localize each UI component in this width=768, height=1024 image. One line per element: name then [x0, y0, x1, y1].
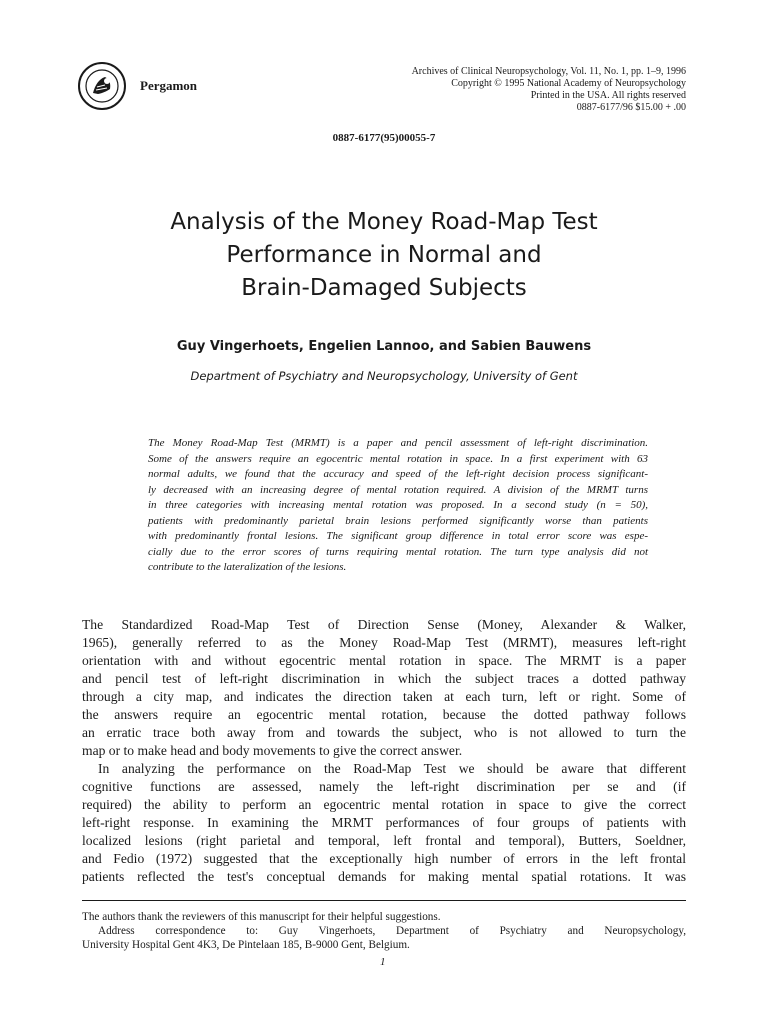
body-line: 1965), generally referred to as the Money Road-Map Test (MRMT), measures left-right	[82, 635, 686, 650]
page-number: 1	[380, 956, 386, 968]
author-list: Guy Vingerhoets, Engelien Lannoo, and Sabien Bauwens	[176, 339, 592, 354]
body-line: cognitive functions are assessed, namely the left-right discrimination per se and (if	[82, 779, 686, 794]
body-line: an erratic trace both away from and towards the subject, who is not allowed to turn the	[82, 725, 686, 740]
body-line: map or to make head and body movements to give the correct answer.	[82, 743, 463, 758]
abstract-line: patients with predominantly parietal brain lesions performed significantly worse than patients	[148, 514, 648, 527]
author-affiliation: Department of Psychiatry and Neuropsychology, University of Gent	[190, 369, 578, 383]
journal-line: Copyright © 1995 National Academy of Neuropsychology	[451, 78, 686, 89]
abstract	[148, 436, 648, 576]
journal-line: Archives of Clinical Neuropsychology, Vol. 11, No. 1, pp. 1–9, 1996	[411, 66, 686, 77]
title-line: Performance in Normal and	[226, 242, 542, 268]
footnote-line: The authors thank the reviewers of this manuscript for their helpful suggestions.	[82, 911, 441, 923]
journal-line: Printed in the USA. All rights reserved	[530, 90, 686, 101]
title-line: Brain-Damaged Subjects	[241, 275, 527, 301]
journal-citation	[326, 66, 686, 114]
footnote-divider	[82, 900, 686, 901]
publisher-logo	[78, 62, 126, 110]
article-identifier: 0887-6177(95)00055-7	[332, 132, 436, 144]
body-line: and pencil test of left-right discrimination in which the subject traces a dotted pathway	[82, 671, 686, 686]
body-line: the answers require an egocentric mental rotation, because the dotted pathway follows	[82, 707, 686, 722]
body-line: through a city map, and indicates the direction taken at each turn, left or right. Some of	[82, 689, 686, 704]
journal-line: 0887-6177/96 $15.00 + .00	[576, 102, 686, 113]
paper-title	[0, 206, 768, 305]
abstract-line: contribute to the lateralization of the lesions.	[148, 561, 347, 573]
abstract-line: cially due to the error scores of turns requiring mental rotation. The turn type analysis did not	[148, 545, 648, 558]
footnote-line: Address correspondence to: Guy Vingerhoets, Department of Psychiatry and Neuropsychology,	[98, 925, 686, 937]
abstract-line: normal adults, we found that the accuracy and speed of the left-right decision process significant-	[148, 468, 648, 480]
footnote	[82, 910, 686, 952]
abstract-line: with predominantly frontal lesions. The significant group difference in total error score was espe-	[148, 530, 648, 542]
publisher-name: Pergamon	[140, 78, 198, 93]
body-line: orientation with and without egocentric mental rotation in space. The MRMT is a paper	[82, 653, 686, 668]
body-line: left-right response. In examining the MRMT performances of four groups of patients with	[82, 815, 686, 830]
body-line: required) the ability to perform an egocentric mental rotation in space to give the correct	[82, 797, 686, 812]
elsevier-tree-emblem-icon	[83, 67, 121, 105]
footnote-line: University Hospital Gent 4K3, De Pintelaan 185, B-9000 Gent, Belgium.	[82, 939, 410, 951]
title-line: Analysis of the Money Road-Map Test	[170, 209, 598, 235]
body-line: In analyzing the performance on the Road-Map Test we should be aware that different	[98, 761, 686, 776]
body-line: and Fedio (1972) suggested that the exceptionally high number of errors in the left frontal	[82, 851, 686, 866]
body-line: localized lesions (right parietal and temporal, left frontal and temporal), Butters, Soeldner,	[82, 833, 686, 848]
abstract-line: The Money Road-Map Test (MRMT) is a paper and pencil assessment of left-right discrimination.	[148, 437, 648, 449]
abstract-line: ly decreased with an increasing degree of mental rotation required. A division of the MRMT turns	[148, 483, 648, 496]
body-line: The Standardized Road-Map Test of Direction Sense (Money, Alexander & Walker,	[82, 617, 686, 632]
body-line: patients reflected the test's conceptual demands for making mental spatial rotations. It was	[82, 869, 686, 884]
abstract-line: Some of the answers require an egocentric mental rotation in space. In a first experiment with 63	[148, 452, 648, 465]
abstract-line: in three categories with increasing mental rotation was proposed. In a second study (n = 50),	[148, 499, 648, 511]
body-text	[82, 616, 686, 886]
